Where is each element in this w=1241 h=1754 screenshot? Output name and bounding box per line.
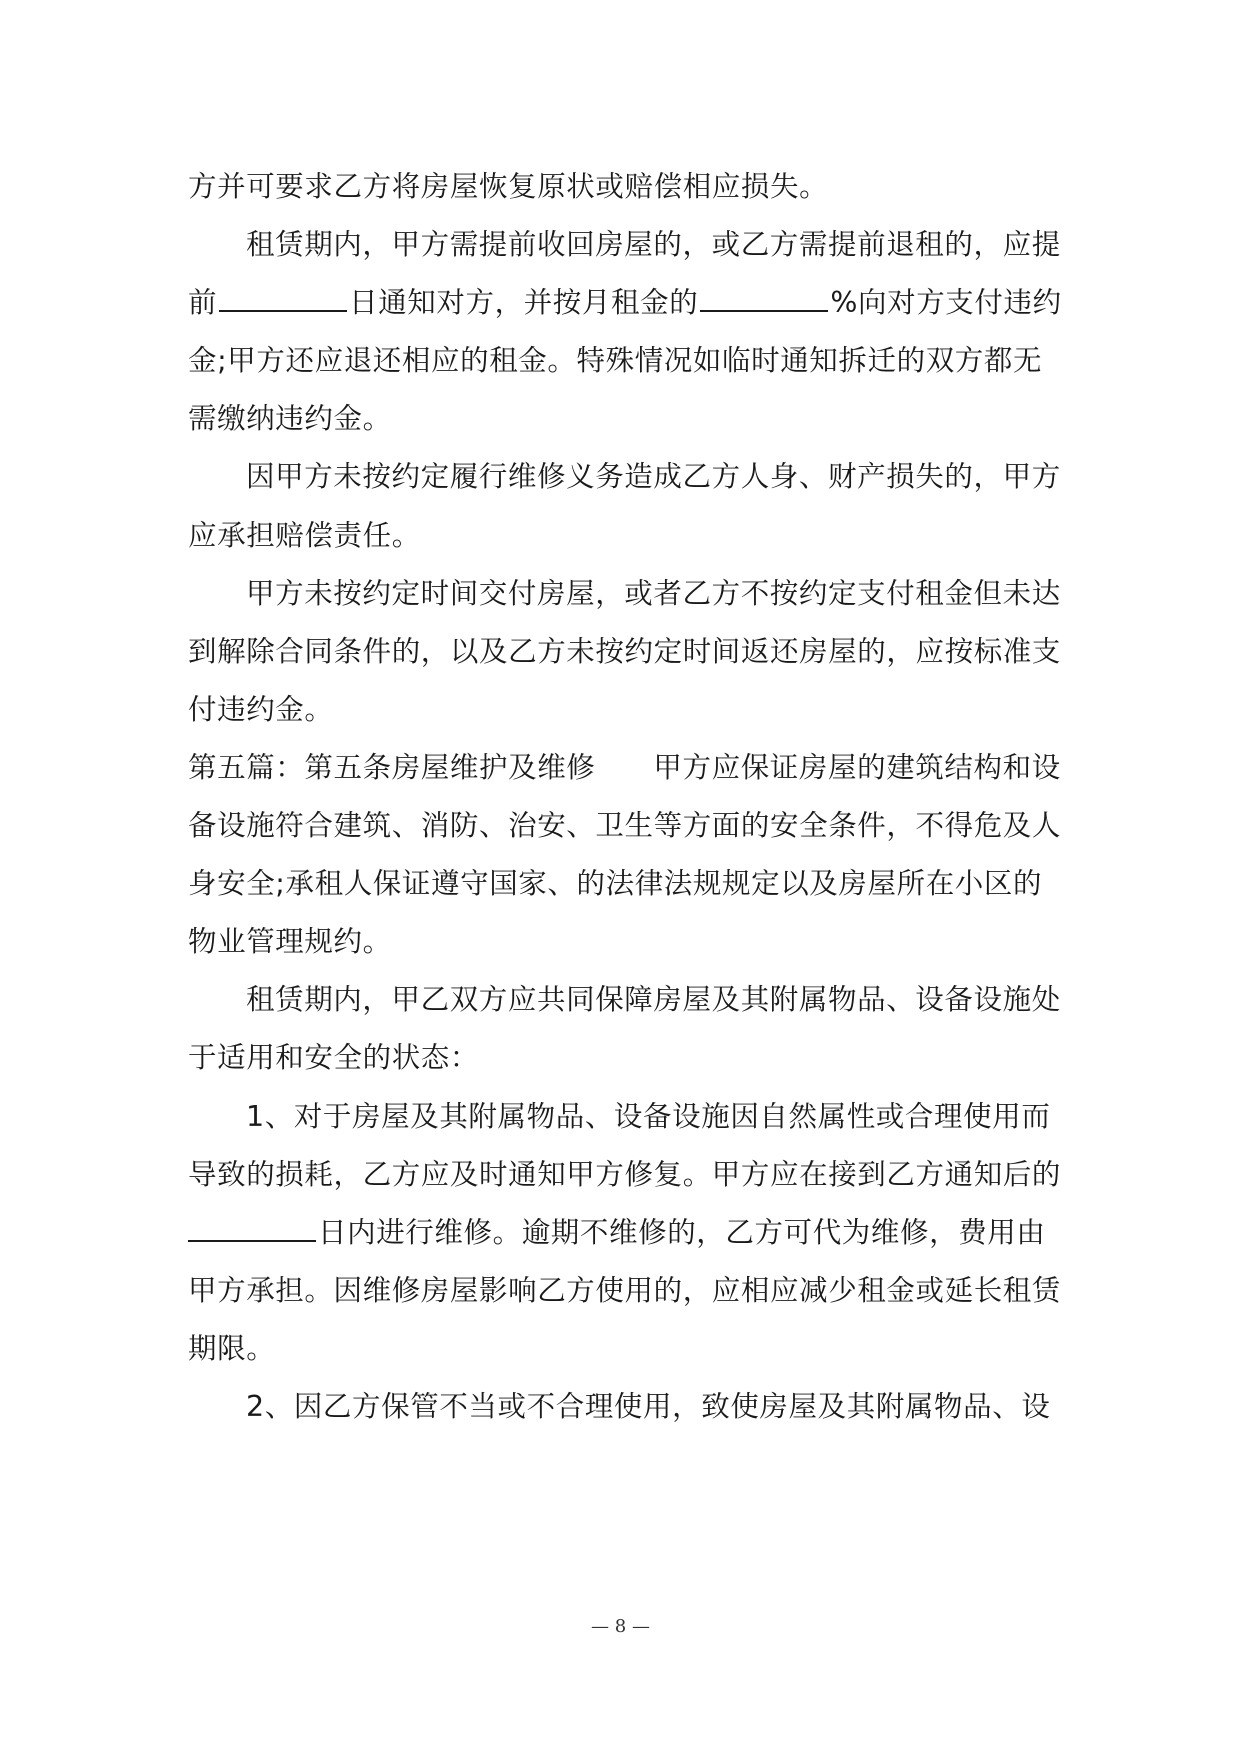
text-line: 导致的损耗，乙方应及时通知甲方修复。甲方应在接到乙方通知后的 <box>188 1157 1062 1191</box>
text-line: 方并可要求乙方将房屋恢复原状或赔偿相应损失。 <box>188 170 829 203</box>
document-body <box>188 158 1062 1436</box>
section-heading: 第五篇：第五条房屋维护及维修 <box>188 750 596 784</box>
text-segment: 前 <box>188 286 218 320</box>
text-line: 到解除合同条件的，以及乙方未按约定时间返还房屋的，应按标准支 <box>188 634 1062 668</box>
text-line <box>188 1204 1058 1262</box>
fill-in-blank[interactable] <box>700 286 828 312</box>
text-line: 期限。 <box>188 1331 276 1365</box>
fill-in-blank[interactable] <box>219 286 347 312</box>
text-line: 因甲方未按约定履行维修义务造成乙方人身、财产损失的，甲方 <box>246 460 1061 494</box>
text-line: 1、对于房屋及其附属物品、设备设施因自然属性或合理使用而 <box>246 1099 1051 1133</box>
page-number: — 8 — <box>591 1616 650 1637</box>
text-line: 物业管理规约。 <box>188 925 392 959</box>
text-line: 金;甲方还应退还相应的租金。特殊情况如临时通知拆迁的双方都无 <box>188 344 1043 378</box>
text-line: 付违约金。 <box>188 692 334 726</box>
text-segment: 日通知对方，并按月租金的 <box>349 286 699 320</box>
text-segment: 甲方应保证房屋的建筑结构和设 <box>653 750 1061 784</box>
text-line: 2、因乙方保管不当或不合理使用，致使房屋及其附属物品、设 <box>246 1389 1051 1423</box>
text-line <box>188 274 1062 332</box>
text-line: 租赁期内，甲方需提前收回房屋的，或乙方需提前退租的，应提 <box>246 228 1061 262</box>
text-line: 租赁期内，甲乙双方应共同保障房屋及其附属物品、设备设施处 <box>246 983 1061 1017</box>
text-segment: 日内进行维修。逾期不维修的，乙方可代为维修，费用由 <box>318 1215 1046 1249</box>
text-line: 身安全;承租人保证遵守国家、的法律法规规定以及房屋所在小区的 <box>188 867 1043 901</box>
section-heading-line <box>188 739 1061 797</box>
text-line: 需缴纳违约金。 <box>188 402 392 436</box>
text-line: 于适用和安全的状态： <box>188 1041 480 1075</box>
text-line: 甲方承担。因维修房屋影响乙方使用的，应相应减少租金或延长租赁 <box>188 1273 1062 1307</box>
text-line: 备设施符合建筑、消防、治安、卫生等方面的安全条件，不得危及人 <box>188 809 1062 843</box>
text-line: 甲方未按约定时间交付房屋，或者乙方不按约定支付租金但未达 <box>246 576 1061 610</box>
text-segment: %向对方支付违约 <box>830 286 1062 320</box>
text-line: 应承担赔偿责任。 <box>188 518 421 552</box>
fill-in-blank[interactable] <box>188 1216 316 1242</box>
